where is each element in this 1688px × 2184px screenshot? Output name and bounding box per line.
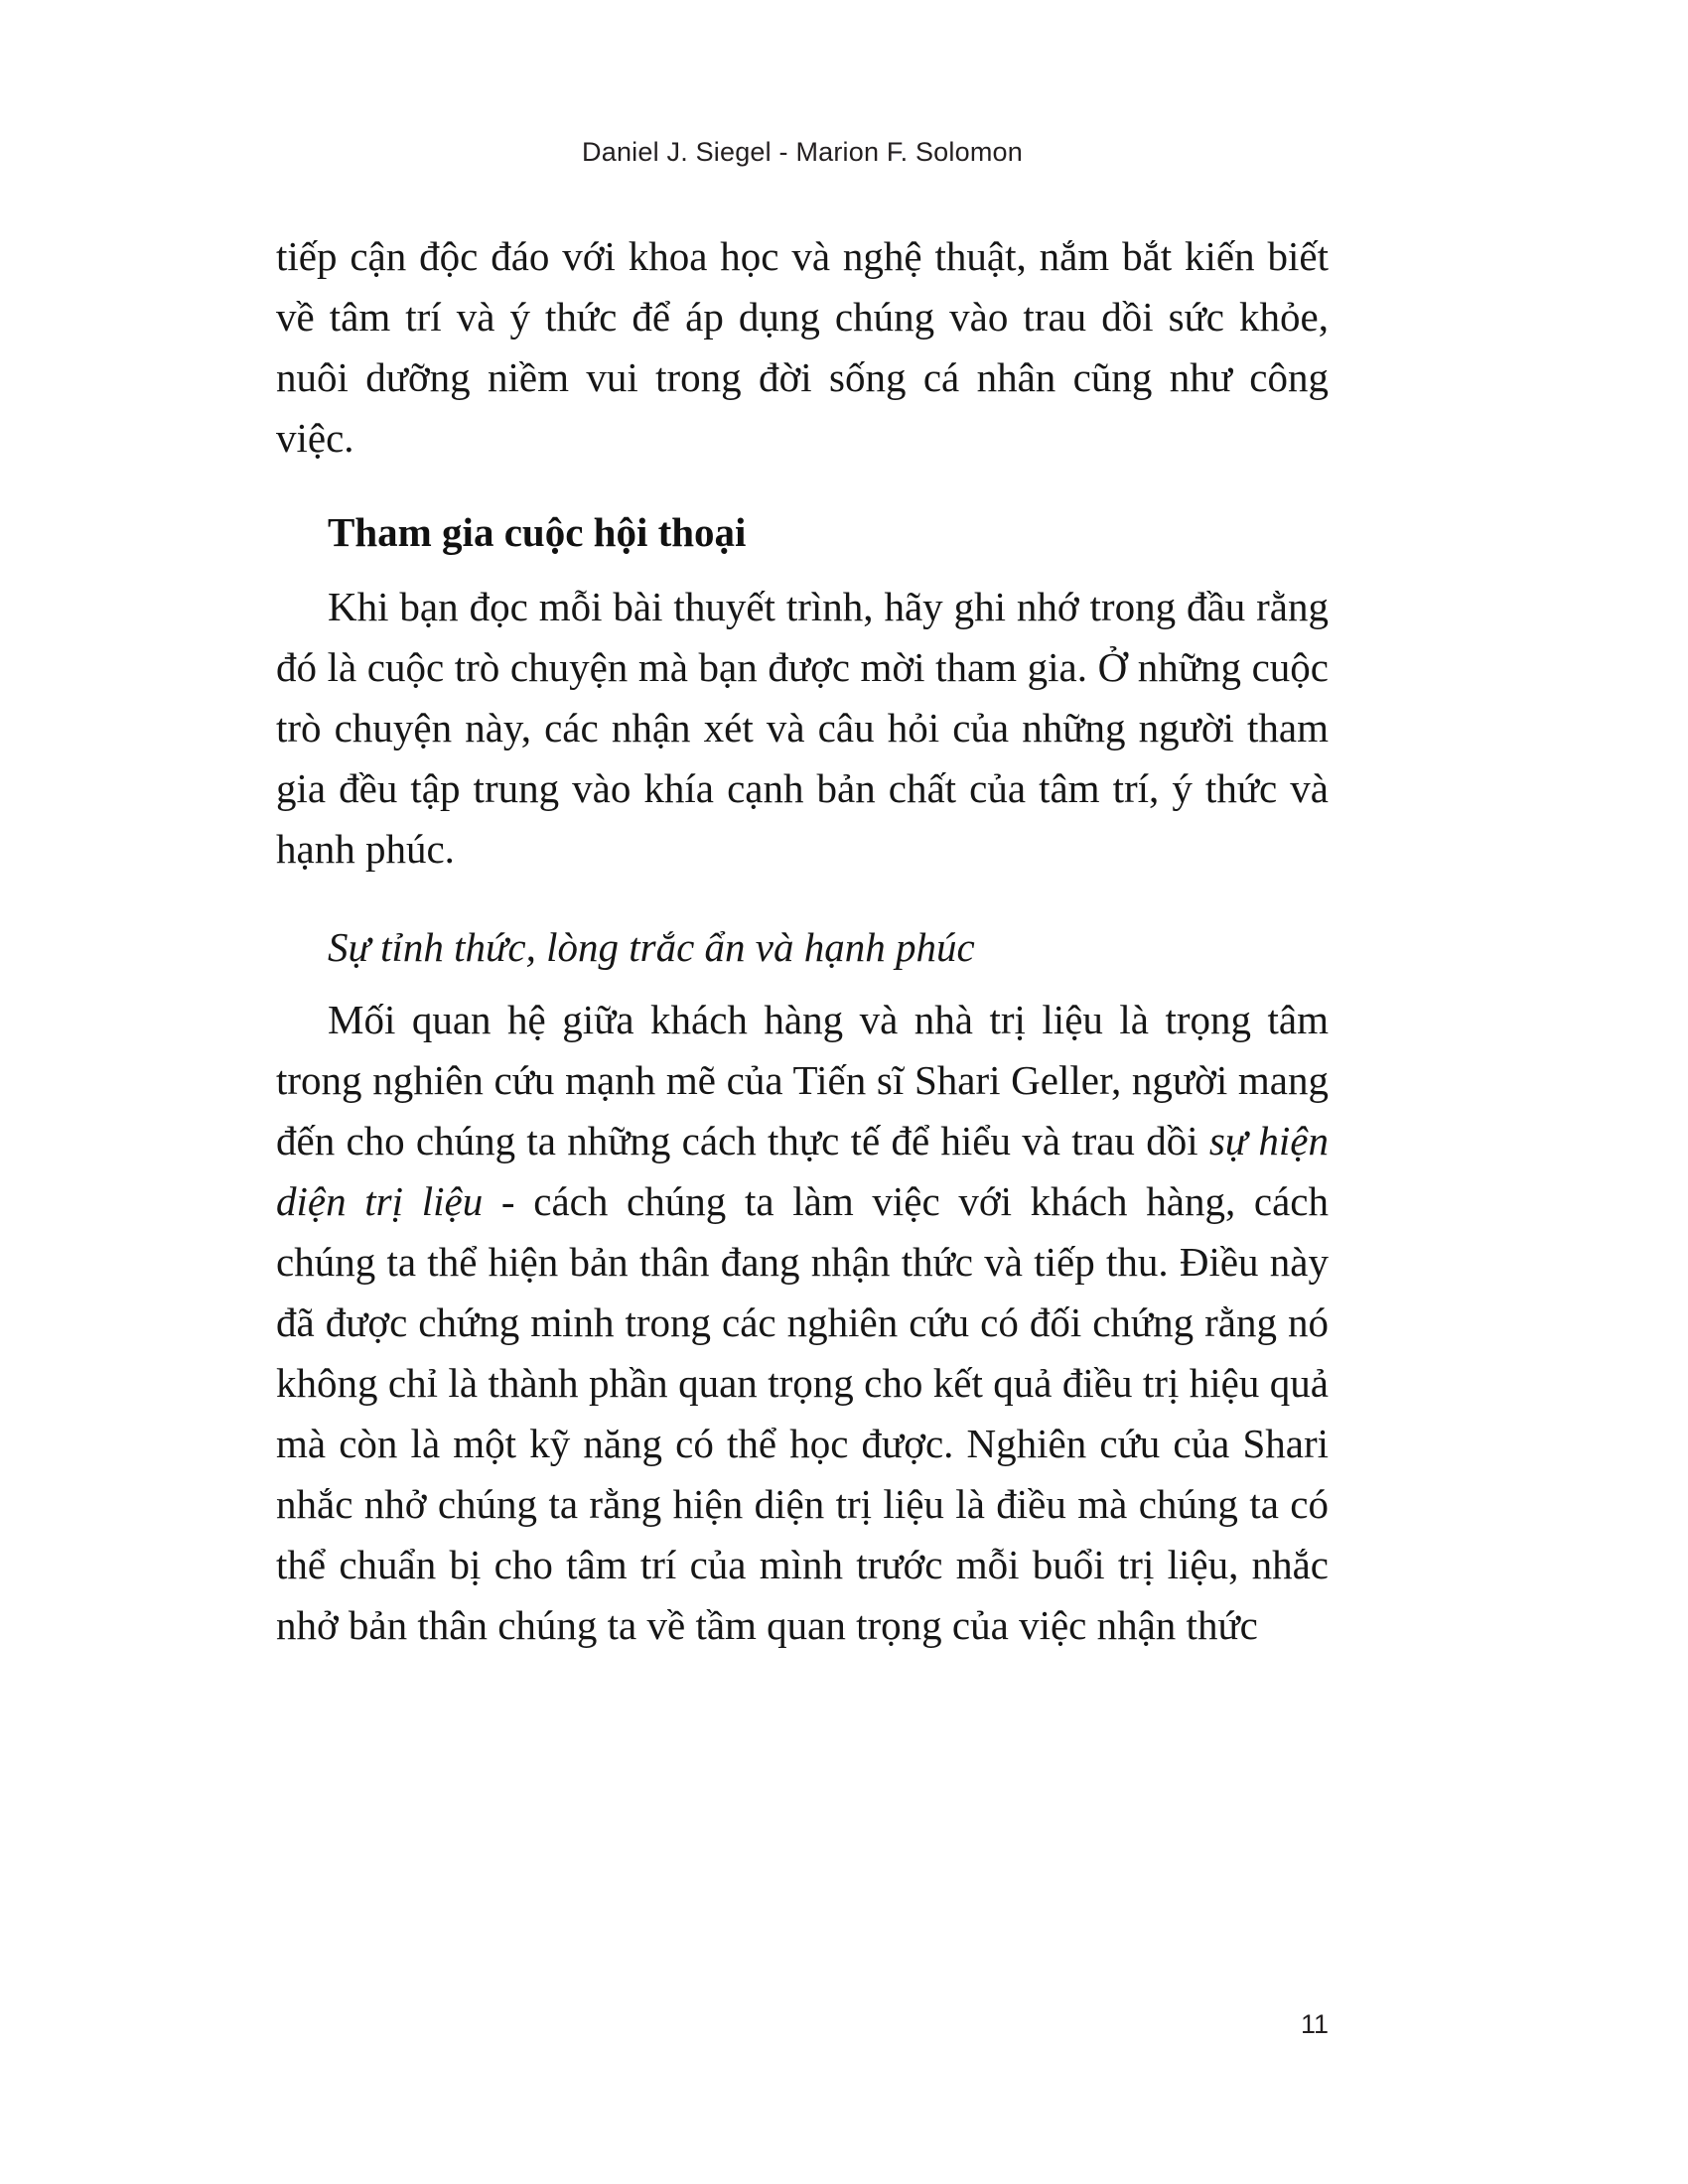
paragraph-continuation: tiếp cận độc đáo với khoa học và nghệ thuật, nắm bắt kiến biết về tâm trí và ý thức để áp dụng chúng vào trau dồi sức khỏe, nuôi dưỡng niềm vui trong đời sống cá nhân cũng như công việc. [276, 233, 1329, 461]
paragraph-3-text-before-italic: Mối quan hệ giữa khách hàng và nhà trị liệu là trọng tâm trong nghiên cứu mạnh mẽ của Tiến sĩ Shari Geller, người mang đến cho chúng ta những cách thực tế để hiểu và trau dồi [276, 997, 1329, 1163]
emphasized-term: sự hiện diện trị liệu [276, 1118, 1330, 1224]
spacer-after-subheading [276, 978, 1329, 990]
section-heading: Tham gia cuộc hội thoại [328, 509, 747, 555]
paragraph-3-text-after-italic: - cách chúng ta làm việc với khách hàng, cách chúng ta thể hiện bản thân đang nhận thức và tiếp thu. Điều này đã được chứng minh trong các nghiên cứu có đối chứng rằng nó không chỉ là thành phần quan trọng cho kết quả điều trị hiệu quả mà còn là một kỹ năng có thể học được. Nghiên cứu của Shari nhắc nhở chúng ta rằng hiện diện trị liệu là điều mà chúng ta có thể chuẩn bị cho tâm trí của mình trước mỗi buổi trị liệu, nhắc nhở bản thân chúng ta về tầm quan trọng của việc nhận thức [276, 1178, 1329, 1648]
spacer-after-heading [276, 563, 1329, 577]
running-header: Daniel J. Siegel - Marion F. Solomon [582, 137, 1023, 167]
spacer-before-subheading [276, 880, 1329, 917]
paragraph-body-2: Khi bạn đọc mỗi bài thuyết trình, hãy ghi nhớ trong đầu rằng đó là cuộc trò chuyện mà bạn được mời tham gia. Ở những cuộc trò chuyện này, các nhận xét và câu hỏi của những người tham gia đều tập trung vào khía cạnh bản chất của tâm trí, ý thức và hạnh phúc. [276, 584, 1329, 872]
paragraph-body-3 [276, 990, 1329, 1656]
spacer-before-heading [276, 469, 1329, 502]
sub-heading: Sự tỉnh thức, lòng trắc ẩn và hạnh phúc [328, 924, 975, 970]
page-number: 11 [1300, 2009, 1329, 2039]
text-column [276, 226, 1329, 1656]
